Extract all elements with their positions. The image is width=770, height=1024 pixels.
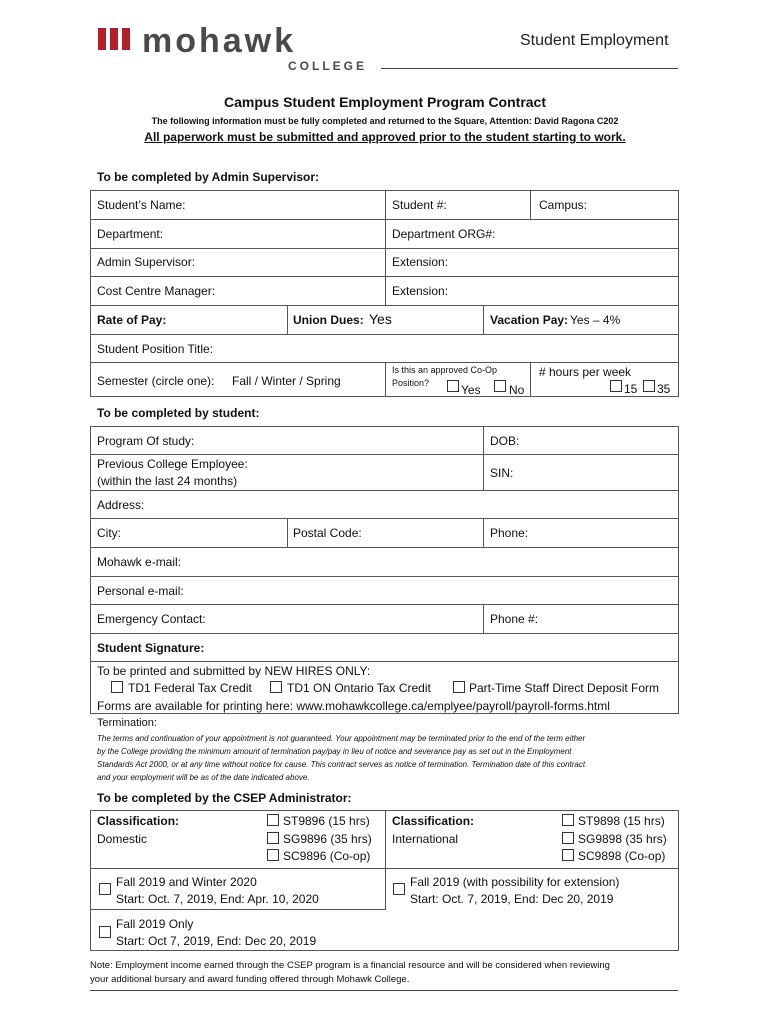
csep-heading: To be completed by the CSEP Administrator: xyxy=(97,791,352,805)
term-fall-winter-label: Fall 2019 and Winter 2020 xyxy=(116,875,257,889)
logo-bar-2 xyxy=(110,28,118,50)
hours-35-label: 35 xyxy=(657,382,671,396)
extension-field-2[interactable]: Extension: xyxy=(392,284,449,298)
col-divider xyxy=(530,362,531,397)
department-field[interactable]: Department: xyxy=(97,227,164,241)
termination-heading: Termination: xyxy=(97,717,157,729)
dob-field[interactable]: DOB: xyxy=(490,434,520,448)
row-divider xyxy=(90,454,679,455)
international-label: International xyxy=(392,832,459,846)
department-org-field[interactable]: Department ORG#: xyxy=(392,227,496,241)
termination-line: and your employment will be as of the date indicated above. xyxy=(97,773,310,782)
coop-question-line2: Position? xyxy=(392,378,430,388)
row-divider xyxy=(90,604,679,605)
term-fall-extension-checkbox[interactable] xyxy=(393,883,405,895)
student-heading: To be completed by student: xyxy=(97,406,260,420)
logo-bar-1 xyxy=(98,28,106,50)
row-divider xyxy=(90,909,385,910)
term-fall-winter-checkbox[interactable] xyxy=(99,883,111,895)
position-title-field[interactable]: Student Position Title: xyxy=(97,342,214,356)
col-divider xyxy=(483,426,484,491)
footer-rule xyxy=(90,990,678,991)
personal-email-field[interactable]: Personal e-mail: xyxy=(97,584,184,598)
st9896-checkbox[interactable] xyxy=(267,814,279,826)
st9898-checkbox[interactable] xyxy=(562,814,574,826)
termination-text xyxy=(97,732,677,784)
row-divider xyxy=(90,490,679,491)
coop-yes-label: Yes xyxy=(461,383,481,397)
previous-employee-label[interactable]: Previous College Employee: xyxy=(97,457,248,471)
note-line-2: your additional bursary and award funding offered through Mohawk College. xyxy=(90,974,410,985)
student-signature-field[interactable]: Student Signature: xyxy=(97,641,205,655)
row-divider xyxy=(90,547,679,548)
logo-subtitle: COLLEGE xyxy=(288,59,368,73)
row-divider xyxy=(90,518,679,519)
mohawk-email-field[interactable]: Mohawk e-mail: xyxy=(97,555,182,569)
extension-field-1[interactable]: Extension: xyxy=(392,255,449,269)
sc9898-checkbox[interactable] xyxy=(562,849,574,861)
coop-no-checkbox[interactable] xyxy=(494,380,506,392)
hours-per-week-label: # hours per week xyxy=(539,365,632,379)
semester-label: Semester (circle one): xyxy=(97,374,215,388)
logo-wordmark: mohawk xyxy=(142,22,297,60)
coop-yes-checkbox[interactable] xyxy=(447,380,459,392)
domestic-label: Domestic xyxy=(97,832,148,846)
campus-field[interactable]: Campus: xyxy=(539,198,588,212)
union-dues-label: Union Dues: xyxy=(293,313,364,327)
sg9898-checkbox[interactable] xyxy=(562,832,574,844)
col-divider xyxy=(483,604,484,634)
row-divider xyxy=(90,661,679,662)
term-fall-only-label: Fall 2019 Only xyxy=(116,917,194,931)
st9898-label: ST9898 (15 hrs) xyxy=(578,814,665,828)
city-field[interactable]: City: xyxy=(97,526,121,540)
note-line-1: Note: Employment income earned through the CSEP program is a financial resource and will be considered when reviewing xyxy=(90,960,610,971)
term-fall-only-checkbox[interactable] xyxy=(99,926,111,938)
row-divider xyxy=(90,633,679,634)
hours-15-checkbox[interactable] xyxy=(610,380,622,392)
termination-line: by the College providing the minimum amount of termination pay/pay in lieu of notice and severance pay as set out in the Employment xyxy=(97,747,572,756)
student-name-field[interactable]: Student’s Name: xyxy=(97,198,186,212)
direct-deposit-label: Part-Time Staff Direct Deposit Form xyxy=(469,681,660,695)
sc9896-checkbox[interactable] xyxy=(267,849,279,861)
sg9896-label: SG9896 (35 hrs) xyxy=(283,832,372,846)
header-rule xyxy=(381,68,678,69)
domestic-classification-label: Classification: xyxy=(97,814,180,828)
col-divider xyxy=(385,190,386,306)
document-category: Student Employment xyxy=(520,32,669,49)
international-classification-label: Classification: xyxy=(392,814,475,828)
coop-no-label: No xyxy=(509,383,525,397)
logo-bar-3 xyxy=(122,28,130,50)
semester-options[interactable]: Fall / Winter / Spring xyxy=(232,374,341,388)
sg9896-checkbox[interactable] xyxy=(267,832,279,844)
col-divider xyxy=(530,190,531,220)
previous-employee-note: (within the last 24 months) xyxy=(97,474,238,488)
sc9896-label: SC9896 (Co-op) xyxy=(283,849,371,863)
col-divider xyxy=(385,362,386,397)
program-field[interactable]: Program Of study: xyxy=(97,434,195,448)
row-divider xyxy=(90,334,679,335)
st9896-label: ST9896 (15 hrs) xyxy=(283,814,370,828)
emergency-contact-field[interactable]: Emergency Contact: xyxy=(97,612,206,626)
col-divider xyxy=(287,305,288,335)
coop-question-line1: Is this an approved Co-Op xyxy=(392,365,498,375)
termination-line: The terms and continuation of your appointment is not guaranteed. Your appointment may be terminated prior to the end of the term either xyxy=(97,734,586,743)
col-divider xyxy=(483,518,484,548)
admin-supervisor-field[interactable]: Admin Supervisor: xyxy=(97,255,196,269)
termination-line: Standards Act 2000, or at any time without notice for cause. This contract serves as notice of termination. Termination date of this contract xyxy=(97,760,586,769)
td1-ontario-checkbox[interactable] xyxy=(270,681,282,693)
row-divider xyxy=(90,576,679,577)
term-fall-only-dates: Start: Oct 7, 2019, End: Dec 20, 2019 xyxy=(116,934,317,948)
address-field[interactable]: Address: xyxy=(97,498,145,512)
col-divider xyxy=(483,305,484,335)
hours-15-label: 15 xyxy=(624,382,638,396)
supervisor-heading: To be completed by Admin Supervisor: xyxy=(97,170,320,184)
page-subtitle: The following information must be fully completed and returned to the Square, Attention: David Ragona C202 xyxy=(151,116,619,126)
direct-deposit-checkbox[interactable] xyxy=(453,681,465,693)
forms-link[interactable]: Forms are available for printing here: www.mohawkcollege.ca/emplyee/payroll/payroll-forms.html xyxy=(97,699,610,713)
vacation-pay-value: Yes – 4% xyxy=(570,313,621,327)
new-hires-label: To be printed and submitted by NEW HIRES ONLY: xyxy=(97,664,371,678)
postal-code-field[interactable]: Postal Code: xyxy=(293,526,362,540)
union-dues-value[interactable]: Yes xyxy=(369,311,392,327)
cost-centre-manager-field[interactable]: Cost Centre Manager: xyxy=(97,284,216,298)
term-fall-extension-dates: Start: Oct. 7, 2019, End: Dec 20, 2019 xyxy=(410,892,614,906)
vacation-pay-label: Vacation Pay: xyxy=(490,313,569,327)
page-title: Campus Student Employment Program Contract xyxy=(223,94,547,110)
td1-federal-checkbox[interactable] xyxy=(111,681,123,693)
sc9898-label: SC9898 (Co-op) xyxy=(578,849,666,863)
td1-ontario-label: TD1 ON Ontario Tax Credit xyxy=(287,681,431,695)
col-divider xyxy=(287,518,288,548)
col-divider xyxy=(385,810,386,910)
emergency-phone-field[interactable]: Phone #: xyxy=(490,612,539,626)
phone-field[interactable]: Phone: xyxy=(490,526,529,540)
student-number-field[interactable]: Student #: xyxy=(392,198,447,212)
sin-field[interactable]: SIN: xyxy=(490,466,514,480)
sg9898-label: SG9898 (35 hrs) xyxy=(578,832,667,846)
hours-35-checkbox[interactable] xyxy=(643,380,655,392)
warning-text: All paperwork must be submitted and approved prior to the student starting to work. xyxy=(144,130,626,144)
term-fall-extension-label: Fall 2019 (with possibility for extension) xyxy=(410,875,620,889)
rate-of-pay-field[interactable]: Rate of Pay: xyxy=(97,313,167,327)
term-fall-winter-dates: Start: Oct. 7, 2019, End: Apr. 10, 2020 xyxy=(116,892,319,906)
td1-federal-label: TD1 Federal Tax Credit xyxy=(128,681,252,695)
